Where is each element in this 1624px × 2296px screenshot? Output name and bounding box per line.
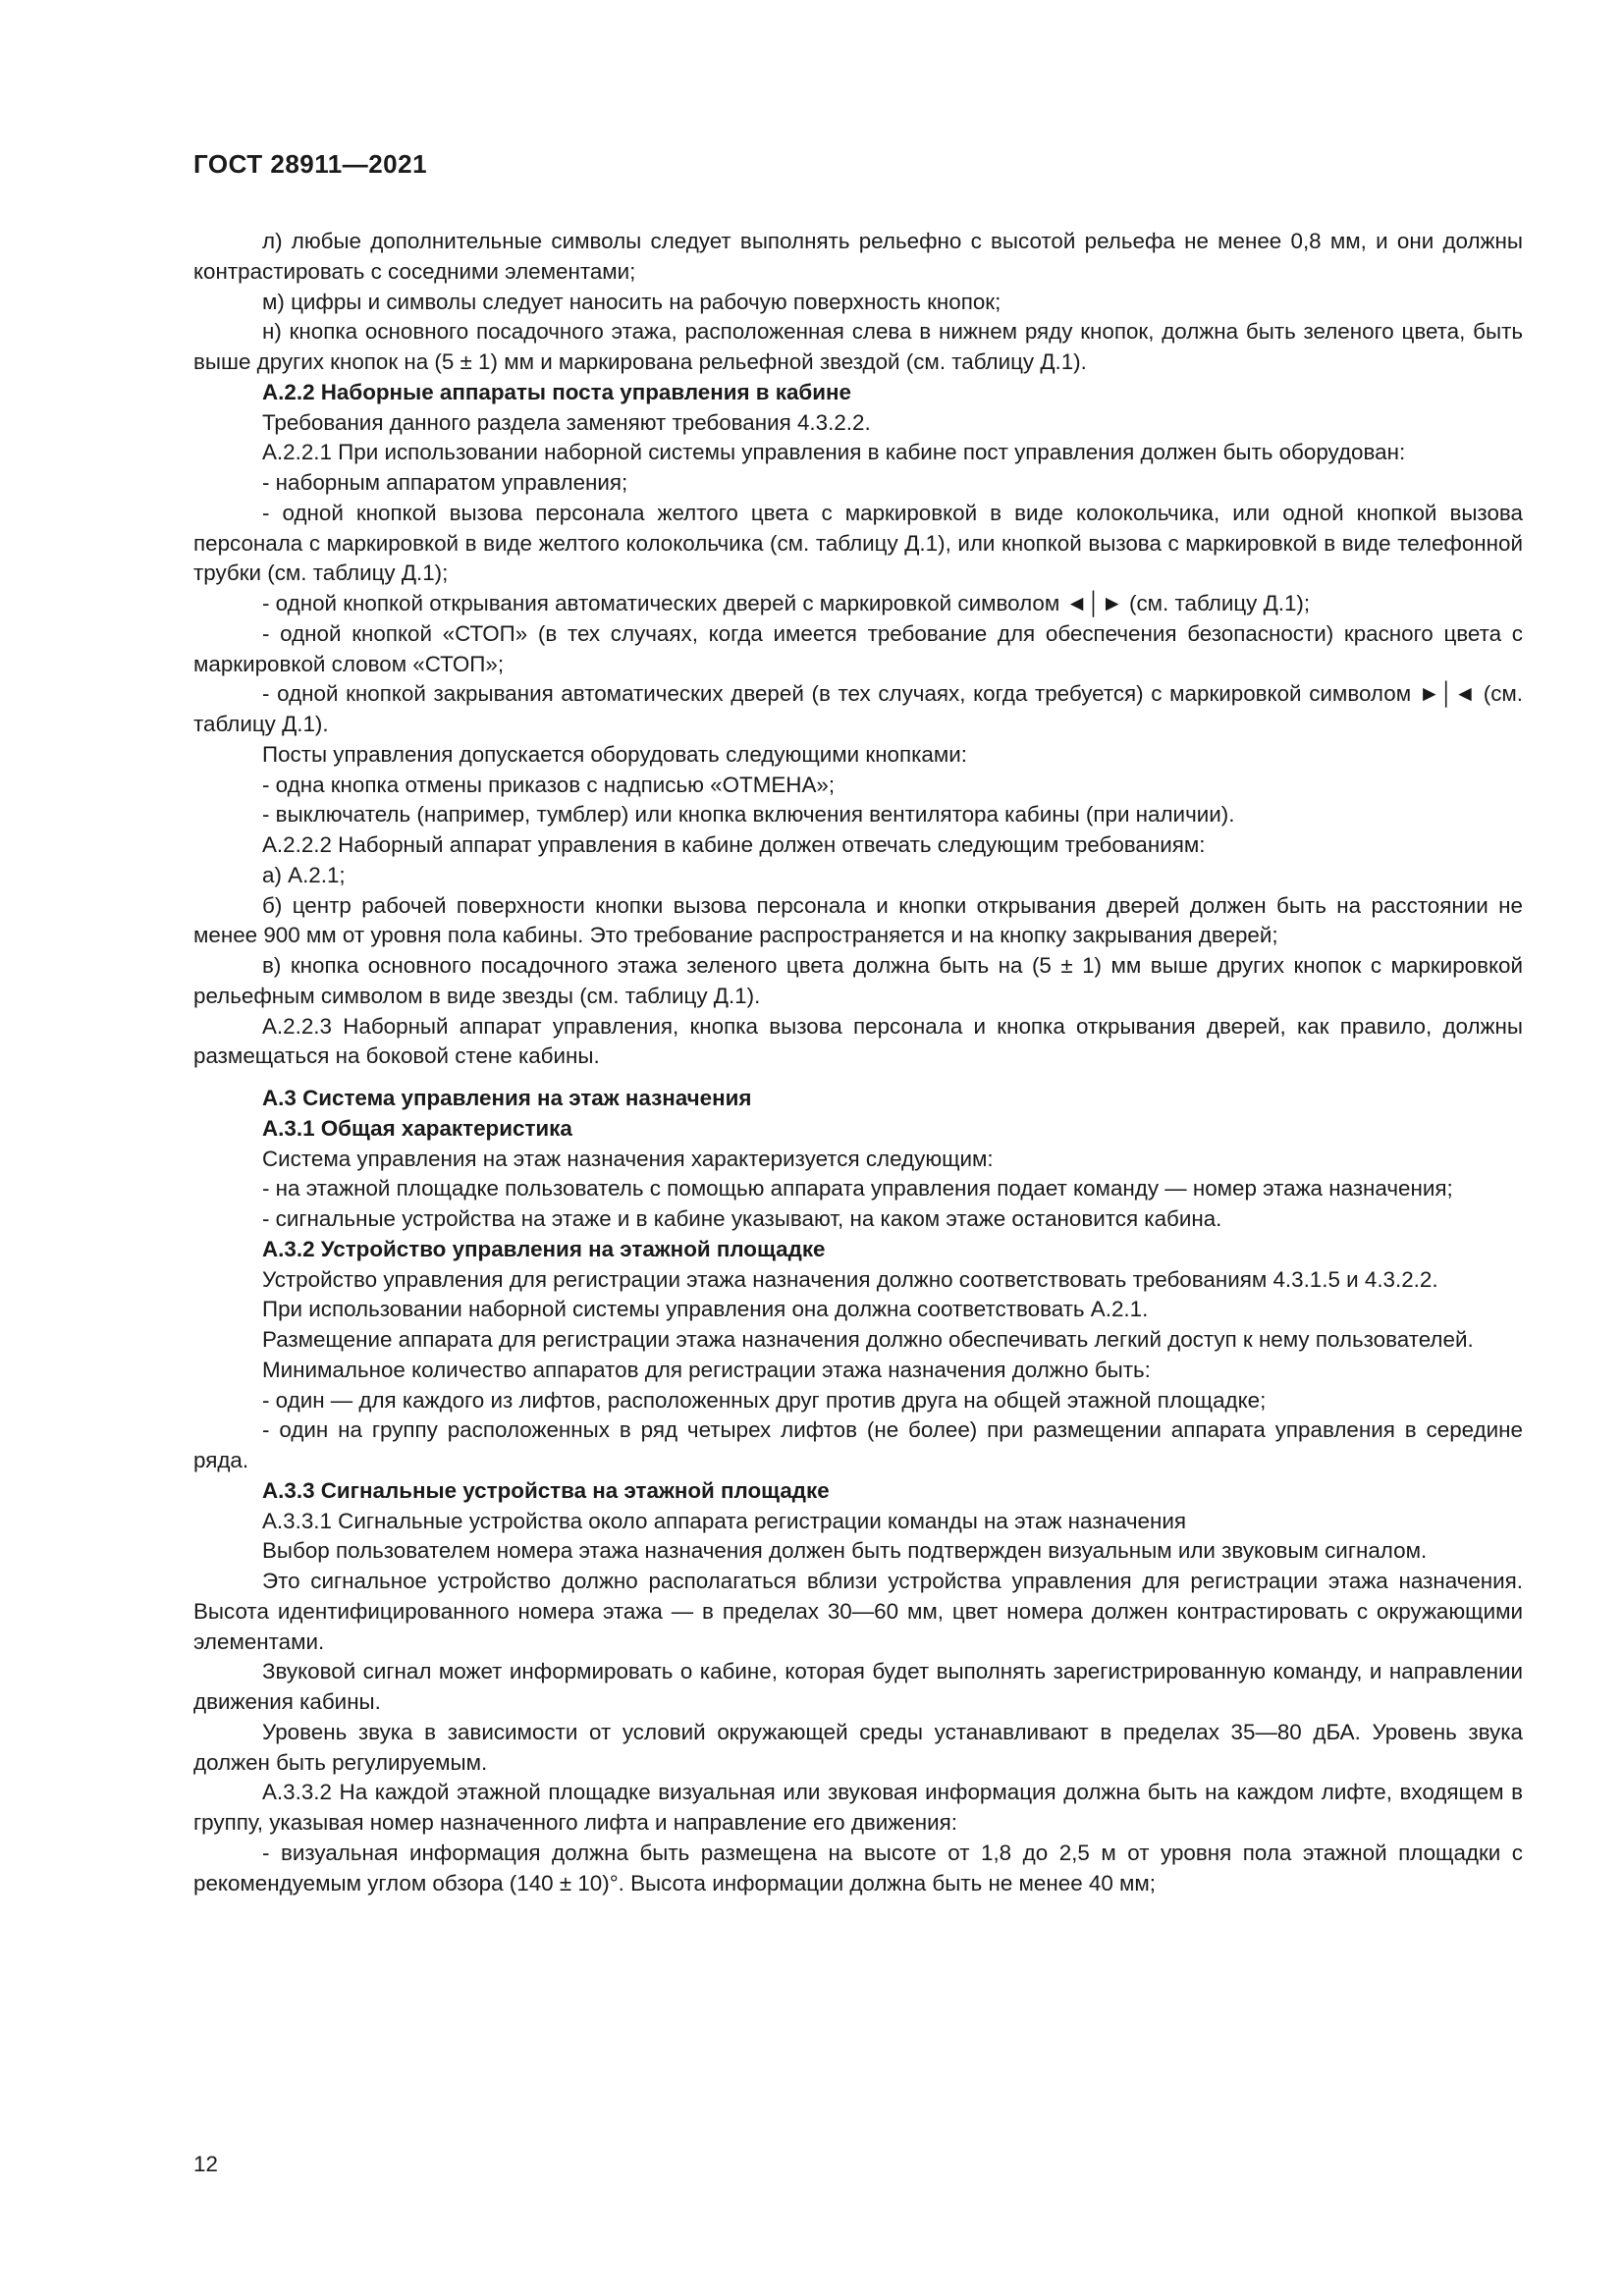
page-number: 12 <box>193 2152 218 2176</box>
paragraph: - одной кнопкой закрывания автоматических дверей (в тех случаях, когда требуется) с маркировкой символом ►│◄ (см. таблицу Д.1). <box>193 681 1523 736</box>
paragraph: Система управления на этаж назначения характеризуется следующим: <box>262 1146 994 1171</box>
paragraph: - один на группу расположенных в ряд четырех лифтов (не более) при размещении аппарата управления в середине ряда. <box>193 1417 1523 1472</box>
paragraph: А.3.3.2 На каждой этажной площадке визуальная или звуковая информация должна быть на каждом лифте, входящем в группу, указывая номер назначенного лифта и направление его движения: <box>193 1780 1523 1835</box>
paragraph: А.2.2.2 Наборный аппарат управления в кабине должен отвечать следующим требованиям: <box>262 832 1206 857</box>
paragraph: Выбор пользователем номера этажа назначения должен быть подтвержден визуальным или звуковым сигналом. <box>262 1538 1428 1564</box>
paragraph: При использовании наборной системы управления она должна соответствовать А.2.1. <box>262 1297 1149 1322</box>
paragraph: - визуальная информация должна быть размещена на высоте от 1,8 до 2,5 м от уровня пола этажной площадки с рекомендуемым углом обзора (140 ± 10)°. Высота информации должна быть не менее 40 мм; <box>193 1840 1523 1896</box>
paragraph: А.2.2.1 При использовании наборной системы управления в кабине пост управления должен быть оборудован: <box>262 440 1406 465</box>
section-heading: А.3.3 Сигнальные устройства на этажной площадке <box>262 1477 830 1503</box>
section-gap <box>193 1072 1523 1084</box>
section-heading: А.2.2 Наборные аппараты поста управления в кабине <box>262 379 851 404</box>
paragraph: Это сигнальное устройство должно располагаться вблизи устройства управления для регистрации этажа назначения. Высота идентифицированного номера этажа — в пределах 30—60 мм, цвет номера должен контрастировать с окружающими элементами. <box>193 1569 1523 1654</box>
section-heading: А.3.1 Общая характеристика <box>262 1115 572 1141</box>
document-body <box>193 227 1523 1898</box>
paragraph: - одна кнопка отмены приказов с надписью «ОТМЕНА»; <box>262 772 836 797</box>
paragraph: Посты управления допускается оборудовать следующими кнопками: <box>262 741 967 767</box>
section-heading: А.3.2 Устройство управления на этажной площадке <box>262 1236 826 1261</box>
paragraph: Звуковой сигнал может информировать о кабине, которая будет выполнять зарегистрированную команду, и направлении движения кабины. <box>193 1659 1523 1714</box>
document-header-id: ГОСТ 28911—2021 <box>193 149 428 179</box>
paragraph: л) любые дополнительные символы следует выполнять рельефно с высотой рельефа не менее 0,8 мм, и они должны контрастировать с соседними элементами; <box>193 229 1523 284</box>
paragraph: А.3.3.1 Сигнальные устройства около аппарата регистрации команды на этаж назначения <box>262 1508 1186 1533</box>
paragraph: - один — для каждого из лифтов, расположенных друг против друга на общей этажной площадке; <box>262 1387 1267 1413</box>
paragraph: - наборным аппаратом управления; <box>262 470 628 495</box>
paragraph: а) А.2.1; <box>262 862 346 887</box>
paragraph: - выключатель (например, тумблер) или кнопка включения вентилятора кабины (при наличии). <box>262 802 1235 828</box>
paragraph: Минимальное количество аппаратов для регистрации этажа назначения должно быть: <box>262 1357 1151 1382</box>
paragraph: н) кнопка основного посадочного этажа, расположенная слева в нижнем ряду кнопок, должна быть зеленого цвета, быть выше других кнопок на (5 ± 1) мм и маркирована рельефной звездой (см. таблицу Д.1). <box>193 319 1523 374</box>
paragraph: - одной кнопкой «СТОП» (в тех случаях, когда имеется требование для обеспечения безопасности) красного цвета с маркировкой словом «СТОП»; <box>193 620 1523 676</box>
paragraph: Уровень звука в зависимости от условий окружающей среды устанавливают в пределах 35—80 дБА. Уровень звука должен быть регулируемым. <box>193 1719 1523 1775</box>
paragraph: - на этажной площадке пользователь с помощью аппарата управления подает команду — номер этажа назначения; <box>262 1176 1453 1201</box>
paragraph: - одной кнопкой вызова персонала желтого цвета с маркировкой в виде колокольчика, или одной кнопкой вызова персонала с маркировкой в виде желтого колокольчика (см. таблицу Д.1), или кнопкой вызова с маркировкой в виде телефонной трубки (см. таблицу Д.1); <box>193 500 1523 586</box>
section-heading: А.3 Система управления на этаж назначения <box>262 1086 752 1110</box>
paragraph: Устройство управления для регистрации этажа назначения должно соответствовать требованиям 4.3.1.5 и 4.3.2.2. <box>262 1266 1438 1292</box>
paragraph: - сигнальные устройства на этаже и в кабине указывают, на каком этаже остановится кабина. <box>262 1206 1222 1231</box>
paragraph: в) кнопка основного посадочного этажа зеленого цвета должна быть на (5 ± 1) мм выше других кнопок с маркировкой рельефным символом в виде звезды (см. таблицу Д.1). <box>193 953 1523 1008</box>
paragraph: А.2.2.3 Наборный аппарат управления, кнопка вызова персонала и кнопка открывания дверей, как правило, должны размещаться на боковой стене кабины. <box>193 1013 1523 1069</box>
paragraph: Требования данного раздела заменяют требования 4.3.2.2. <box>262 409 871 435</box>
paragraph: - одной кнопкой открывания автоматических дверей с маркировкой символом ◄│► (см. таблицу Д.1); <box>262 591 1311 615</box>
paragraph: б) центр рабочей поверхности кнопки вызова персонала и кнопки открывания дверей должен быть на расстоянии не менее 900 мм от уровня пола кабины. Это требование распространяется и на кнопку закрывания дверей; <box>193 892 1523 948</box>
paragraph: м) цифры и символы следует наносить на рабочую поверхность кнопок; <box>262 289 1001 314</box>
paragraph: Размещение аппарата для регистрации этажа назначения должно обеспечивать легкий доступ к нему пользователей. <box>262 1327 1474 1352</box>
